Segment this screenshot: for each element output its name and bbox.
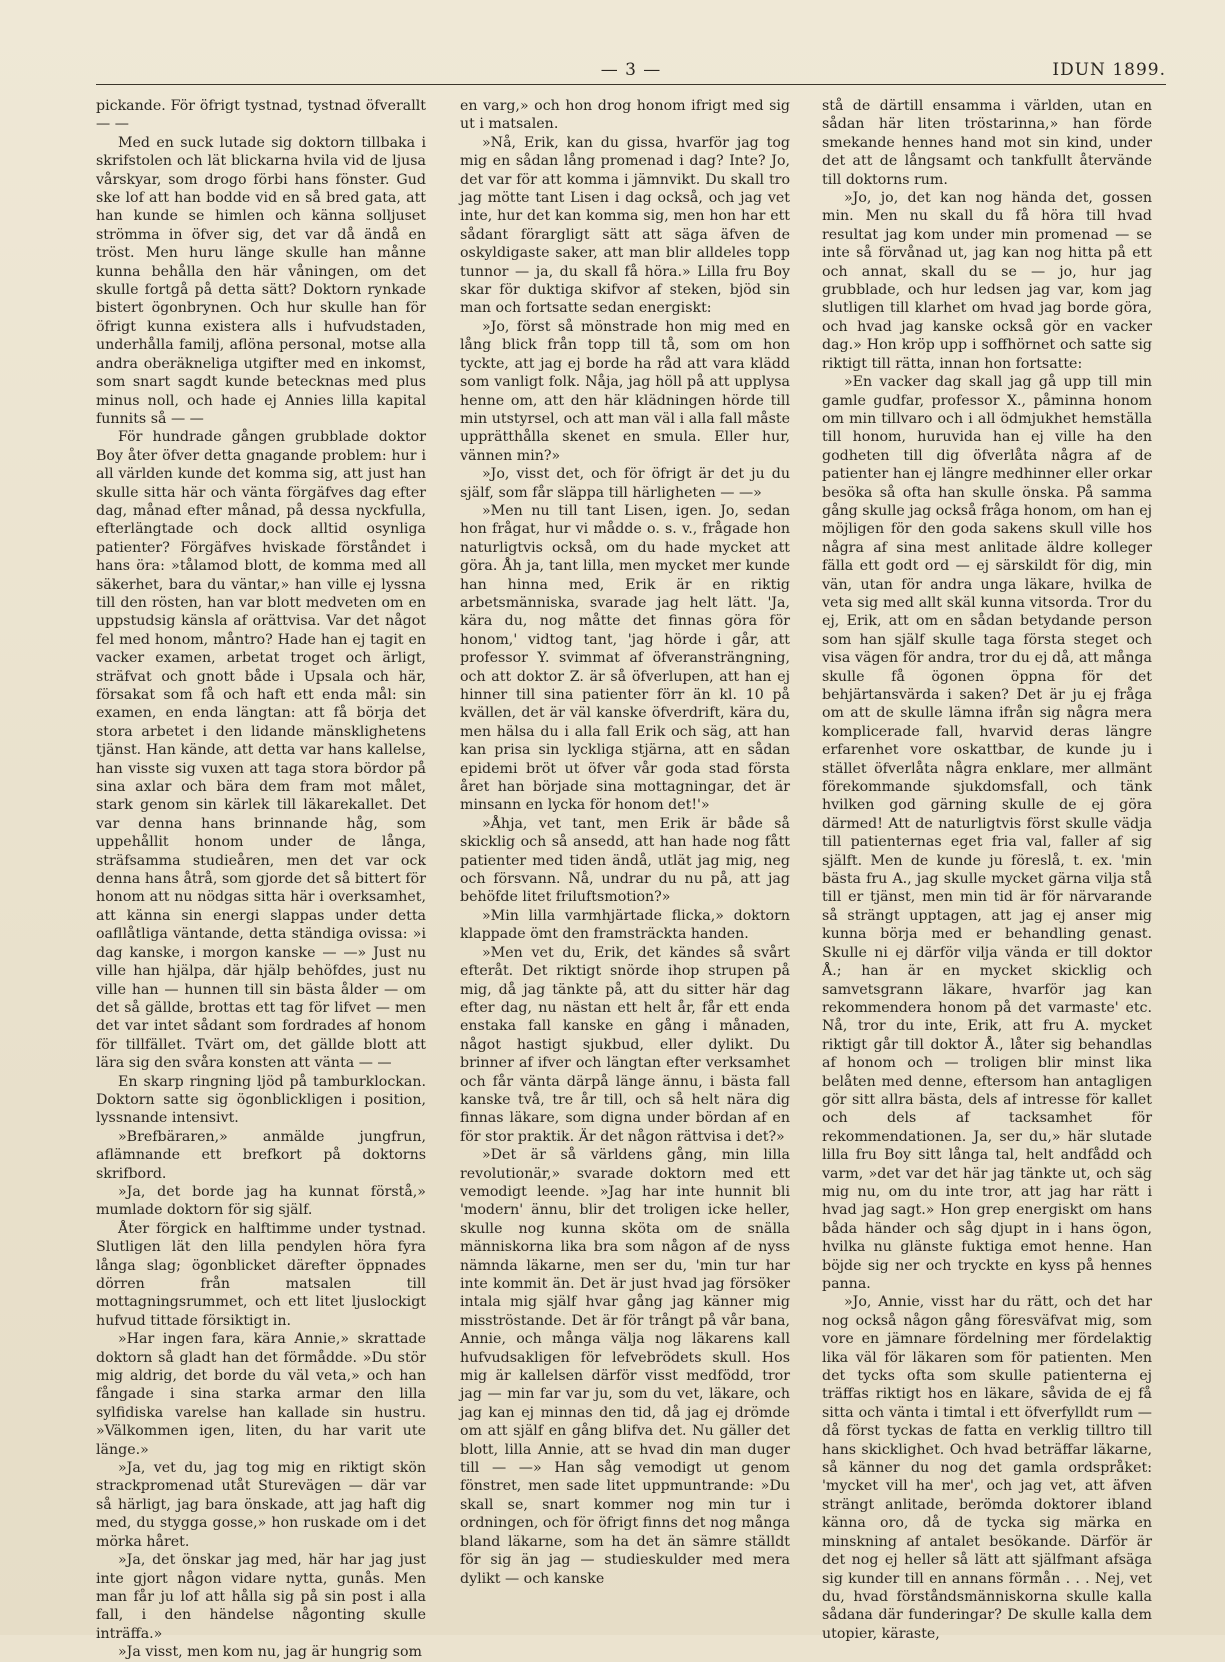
paragraph: »En vacker dag skall jag gå upp till min gamle gudfar, professor X., påminna honom om min tillvaro och i all ödmjukhet hemställa till honom, huruvida han ej ville ha den godheten till dig öfverlåta några af de patienter han ej längre medhinner eller orkar besöka så ofta han skulle önska. På samma gång skulle jag också fråga honom, om han ej möjligen för den goda sakens skull ville hos några af sina mest anlitade äldre kolleger fälla ett godt ord — ej särskildt för dig, min vän, utan för andra unga läkare, hvilka de veta sig med allt skäl kunna vitsorda. Tror du ej, Erik, att om en sådan betydande person som han själf skulle taga första steget och visa vägen för andra, tror du ej då, att många skulle få ögonen öppna för det behjärtansvärda i saken? Det är ju ej fråga om att de skulle lämna ifrån sig några mera komplicerade fall, hvarvid deras längre erfarenhet vore oskattbar, de kunde ju i stället öfverlåta några enklare, mer allmänt förekommande sjukdomsfall, och tänk hvilken god gärning skulle de ej göra därmed! Att de naturligtvis först skulle vädja till patienternas eget fria val, faller af sig själft. Men de kunde ju föreslå, t. ex. 'min bästa fru A., jag skulle mycket gärna vilja stå till er tjänst, men min tid är för närvarande så strängt upptagen, att jag ej anser mig kunna börja med er behandling genast. Skulle ni ej därför vilja vända er till doktor Å.; han är en mycket skicklig och samvetsgrann läkare, hvarför jag kan rekommendera honom på det varmaste' etc. Nå, tror du inte, Erik, att fru A. mycket riktigt går till doktor Å., låter sig behandlas af honom och — troligen blir minst lika belåten med denne, eftersom han antagligen gör sitt allra bästa, dels af intresse för kallet och dels af tacksamhet för rekommendationen. Ja, ser du,» här slutade lilla fru Boy sitt långa tal, helt andfådd och varm, »det var det här jag tänkte ut, och säg mig nu, om du inte tror, att jag har rätt i hvad jag sagt.» Hon grep energiskt om hans båda händer och såg djupt in i hans ögon, hvilka nu glänste fuktiga emot henne. Han böjde sig ner och tryckte en kyss på hennes panna.	[822, 374, 1152, 1292]
text-column-3	[822, 97, 1152, 1643]
paragraph: Med en suck lutade sig doktorn tillbaka i skrifstolen och lät blickarna hvila vid de ljusa vårskyar, som drogo förbi hans fönster. Gud ske lof att han bodde vid en så bred gata, att han kunde se himlen och känna solljuset strömma in öfver sig, det var då ändå en tröst. Men huru länge skulle han månne kunna behålla den här våningen, om det skulle fortgå på detta sätt? Doktorn rynkade bistert ögonbrynen. Och hur skulle han för öfrigt kunna existera alls i hufvudstaden, underhålla familj, aflöna personal, motse alla andra oberäkneliga utgifter med en inkomst, som snart sagdt kunde betecknas med plus minus noll, och hade ej Annies lilla kapital funnits så — —	[96, 134, 426, 427]
paragraph: »Ja, det önskar jag med, här har jag just inte gjort någon vidare nytta, gunås. Men man får ju lof att hålla sig på sin post i alla fall, i den händelse någonting skulle inträffa.»	[96, 1552, 426, 1642]
paragraph: »Nå, Erik, kan du gissa, hvarför jag tog mig en sådan lång promenad i dag? Inte? Jo, det var för att komma i jämnvikt. Du skall tro jag mötte tant Lisen i dag också, och jag vet inte, hur det kan komma sig, men hon har ett sådant förargligt sätt att säga äfven de oskyldigaste saker, att man blir alldeles topp tunnor — ja, du skall få höra.» Lilla fru Boy skar för duktiga skifvor af steken, bjöd sin man och fortsatte sedan energiskt:	[460, 134, 790, 317]
paragraph: stå de därtill ensamma i världen, utan en sådan här liten tröstarinna,» han förde smekande hennes hand mot sin kind, under det att de långsamt och tankfullt återvände till doktorns rum.	[822, 98, 1152, 188]
paragraph: »Ja visst, men kom nu, jag är hungrig som	[118, 1644, 422, 1661]
paragraph: »Men vet du, Erik, det kändes så svårt efteråt. Det riktigt snörde ihop strupen på mig, då jag tänkte på, att du sitter här dag efter dag, nu nästan ett helt år, får ett enda enstaka fall kanske en gång i månaden, något hastigt sjukbud, eller dylikt. Du brinner af ifver och längtan efter verksamhet och får vänta därpå länge ännu, i bästa fall kanske två, tre år till, och så helt nära dig finnas läkare, som digna under bördan af en för stor praktik. Är det någon rättvisa i det?»	[460, 944, 790, 1145]
paragraph: »Jo, jo, det kan nog hända det, gossen min. Men nu skall du få höra till hvad resultat jag kom under min promenad — se inte så förvånad ut, jag kan nog hitta på ett och annat, skall du se — jo, hur jag grubblade, och hur ledsen jag var, kom jag slutligen till klarhet om hvad jag borde göra, och hvad jag kanske också gör en vacker dag.» Hon kröp upp i soffhörnet och satte sig riktigt till rätta, innan hon fortsatte:	[822, 190, 1152, 372]
paragraph: »Jo, först så mönstrade hon mig med en lång blick från topp till tå, som om hon tyckte, att jag ej borde ha råd att vara klädd som vanligt folk. Nåja, jag höll på att upplysa henne om, att den här klädningen hörde till min utstyrsel, och att man väl i alla fall måste upprätthålla skenet en smula. Eller hur, vännen min?»	[460, 318, 790, 464]
paragraph: »Ja, vet du, jag tog mig en riktigt skön strackpromenad utåt Sturevägen — där var så härligt, jag bara önskade, att jag haft dig med, du stygga gosse,» hon ruskade om i det mörka håret.	[96, 1460, 426, 1550]
paragraph: pickande. För öfrigt tystnad, tystnad öfverallt — —	[96, 98, 426, 133]
page-header	[96, 58, 1166, 84]
paragraph: »Har ingen fara, kära Annie,» skrattade doktorn så gladt han det förmådde. »Du stör mig aldrig, det borde du väl veta,» och han fångade i sina starka armar den lilla sylfidiska varelse han kallade sin hustru. »Välkommen igen, liten, du har varit ute länge.»	[96, 1331, 426, 1458]
paragraph: »Brefbäraren,» anmälde jungfrun, aflämnande ett brefkort på doktorns skrifbord.	[96, 1128, 426, 1182]
paragraph: För hundrade gången grubblade doktor Boy åter öfver detta gnagande problem: hur i all världen kunde det komma sig, att just han skulle sitta här och vänta förgäfves dag efter dag, månad efter månad, på dessa nyckfulla, efterlängtade och dock alltid osynliga patienter? Förgäfves hviskade förståndet i hans öra: »tålamod blott, de komma med all säkerhet, bara du väntar,» han ville ej lyssna till den rösten, han var blott medveten om en uppstudsig känsla af orättvisa. Var det något fel med honom, måntro? Hade han ej tagit en vacker examen, arbetat troget och ärligt, sträfvat och gnott både i Upsala och här, försakat som få och haft ett enda mål: sin examen, en enda längtan: att få börja det stora arbetet i den lidande mänsklighetens tjänst. Han kände, att detta var hans kallelse, han visste sig vuxen att taga stora bördor på sina axlar och bära dem fram mot målet, stark genom sin kärlek till läkarekallet. Det var denna hans brinnande håg, som uppehållit honom under de långa, sträfsamma studieåren, men det var ock denna hans åtrå, som gjorde det så bittert för honom att nu nödgas sitta här i overksamhet, att känna sin energi slappas under detta oafllåtliga väntande, detta ständiga ovissa: »i dag kanske, i morgon kanske — —» Just nu ville han hjälpa, där hjälp behöfdes, just nu ville han — hunnen till sin bästa ålder — om det så gällde, brottas ett tag för lifvet — men det var intet sådant som fordrades af honom för tillfället. Tvärt om, det gällde blott att lära sig den svåra konsten att vänta — —	[96, 429, 426, 1072]
paragraph: »Ja, det borde jag ha kunnat förstå,» mumlade doktorn för sig själf.	[96, 1183, 426, 1219]
header-rule	[96, 84, 1166, 85]
text-column-1	[96, 97, 426, 1662]
paragraph: »Det är så världens gång, min lilla revolutionär,» svarade doktorn med ett vemodigt leende. »Jag har inte hunnit bli 'modern' ännu, blir det troligen icke heller, skulle nog kunna sköta om de snälla människorna lika bra som någon af de nyss nämnda läkarne, men ser du, 'min tur har inte kommit än. Det är just hvad jag försöker intala mig själf hvar gång jag känner mig misströstande. Det är för trångt på vår bana, Annie, och många välja nog läkarens kall hufvudsakligen för lefvebrödets skull. Hos mig är kallelsen därför visst medfödd, tror jag — min far var ju, som du vet, läkare, och jag kan ej minnas den tid, då jag ej drömde om att själf en gång blifva det. Nu gäller det blott, lilla Annie, att se hvad din man duger till — —» Han såg vemodigt ut genom fönstret, men sade litet uppmuntrande: »Du skall se, snart kommer nog min tur i ordningen, och för öfrigt finns det nog många bland läkarne, som ha det än sämre ställdt för sig än jag — studieskulder med mera dylikt — och kanske	[460, 1147, 790, 1587]
paragraph: »Jo, Annie, visst har du rätt, och det har nog också någon gång föresväfvat mig, som vore en jämnare fördelning mer fördelaktig lika väl för läkaren som för patienten. Men det tycks ofta som skulle patienterna ej träffas riktigt hos en läkare, såvida de ej få sitta och vänta i timtal i ett öfverfylldt rum — då först tyckas de fatta en verklig tilltro till hans skicklighet. Och hvad beträffar läkarne, så känner du nog det gamla ordspråket: 'mycket vill ha mer', och jag vet, att äfven strängt anlitade, berömda doktorer ibland känna oro, då de tycka sig märka en minskning af antalet besökande. Därför är det nog ej heller så lätt att själfmant afsäga sig kunder till en annans förmån . . . Nej, vet du, hvad förståndsmänniskorna skulle kalla sådana där funderingar? De skulle kalla dem utopier, käraste,	[822, 1294, 1152, 1642]
masthead: IDUN 1899.	[1052, 60, 1166, 80]
text-column-2	[460, 97, 790, 1588]
page-number: — 3 —	[600, 60, 662, 80]
paragraph: »Åhja, vet tant, men Erik är både så skicklig och så ansedd, att han hade nog fått patienter med tiden ändå, utlät jag mig, neg och försvann. Nå, undrar du nu på, att jag behöfde litet friluftsmotion?»	[460, 815, 790, 906]
paragraph: en varg,» och hon drog honom ifrigt med sig ut i matsalen.	[460, 98, 790, 133]
paragraph: »Min lilla varmhjärtade flicka,» doktorn klappade ömt den framsträckta handen.	[460, 907, 790, 943]
paragraph: En skarp ringning ljöd på tamburklockan. Doktorn satte sig ögonblickligen i position, lyssnande intensivt.	[96, 1073, 426, 1127]
paragraph: »Jo, visst det, och för öfrigt är det ju du själf, som får släppa till härligheten — —»	[460, 466, 790, 501]
paragraph: Åter förgick en halftimme under tystnad. Slutligen lät den lilla pendylen höra fyra långa slag; ögonblicket därefter öppnades dörren från matsalen till mottagningsrummet, och ett litet ljuslockigt hufvud tittade försiktigt in.	[96, 1220, 426, 1329]
paragraph: »Men nu till tant Lisen, igen. Jo, sedan hon frågat, hur vi mådde o. s. v., frågade hon naturligtvis också, om du hade mycket att göra. Åh ja, tant lilla, men mycket mer kunde han hinna med, Erik är en riktig arbetsmänniska, svarade jag helt lätt. 'Ja, kära du, nog måtte det finnas göra för honom,' vidtog tant, 'jag hörde i går, att professor Y. svimmat af öfveransträngning, och att doktor Z. är så öfverlupen, att han ej hinner till sina patienter förr än kl. 10 på kvällen, det är väl kanske öfverdrift, kära du, men hälsa du i alla fall Erik och säg, att han kan prisa sin lyckliga stjärna, att en sådan epidemi bröt ut öfver vår goda stad första året han började sina mottagningar, det är minsann en lycka för honom det!'»	[460, 502, 790, 814]
